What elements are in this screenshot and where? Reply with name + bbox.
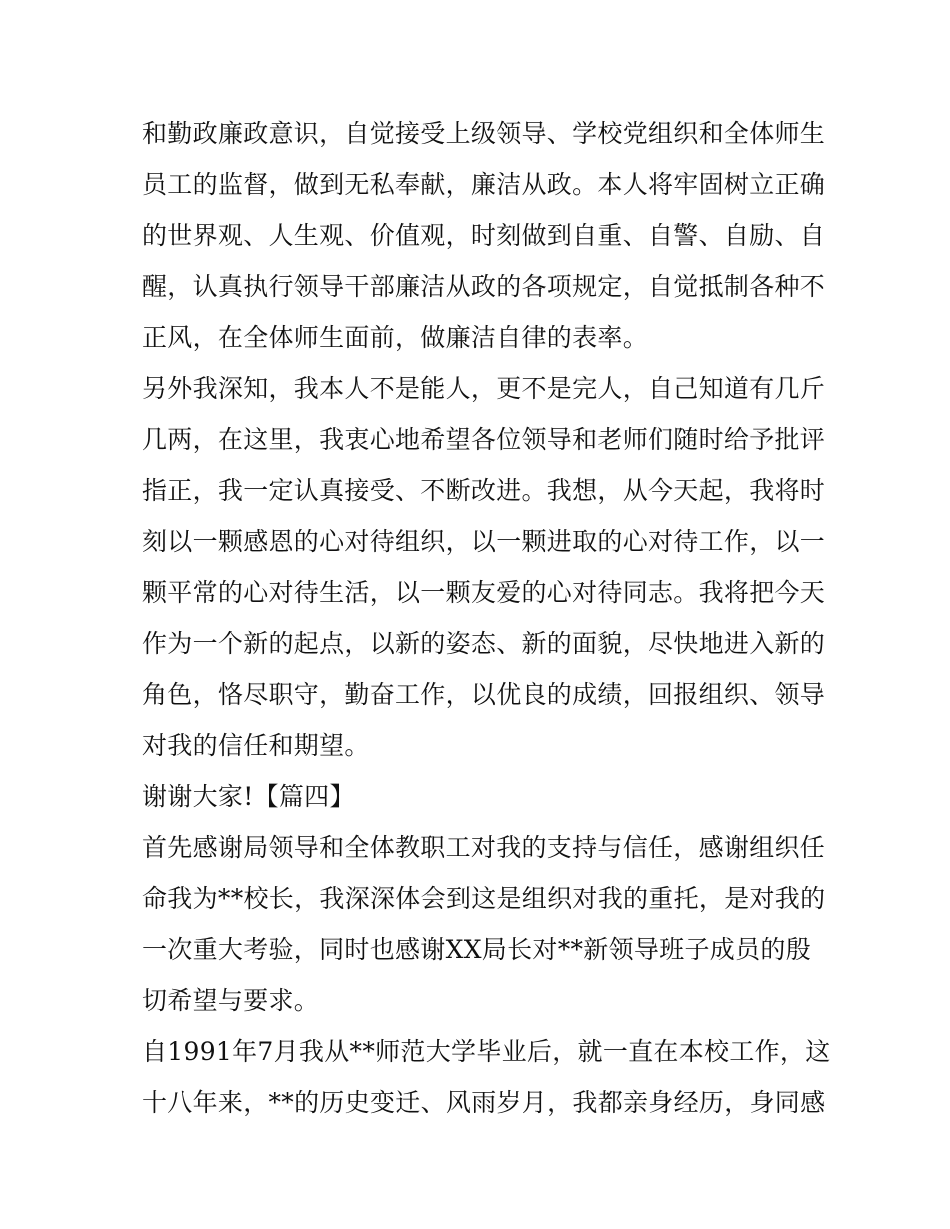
- text-line: 一次重大考验，同时也感谢XX局长对**新领导班子成员的殷: [142, 935, 811, 964]
- document-body: [142, 108, 831, 1128]
- text-line: 自1991年7月我从**师范大学毕业后，就一直在本校工作，这: [142, 1037, 831, 1066]
- text-line: 十八年来，**的历史变迁、风雨岁月，我都亲身经历，身同感: [142, 1088, 826, 1117]
- text-line: 指正，我一定认真接受、不断改进。我想，从今天起，我将时: [142, 476, 826, 505]
- section-heading: 谢谢大家!【篇四】: [142, 782, 355, 811]
- text-line: 醒，认真执行领导干部廉洁从政的各项规定，自觉抵制各种不: [142, 272, 826, 301]
- text-line: 几两，在这里，我衷心地希望各位领导和老师们随时给予批评: [142, 425, 826, 454]
- text-line: 的世界观、人生观、价值观，时刻做到自重、自警、自励、自: [142, 221, 826, 250]
- text-line: 刻以一颗感恩的心对待组织，以一颗进取的心对待工作，以一: [142, 527, 826, 556]
- text-line: 另外我深知，我本人不是能人，更不是完人，自己知道有几斤: [142, 374, 826, 403]
- text-line: 命我为**校长，我深深体会到这是组织对我的重托，是对我的: [142, 884, 826, 913]
- text-line: 颗平常的心对待生活，以一颗友爱的心对待同志。我将把今天: [142, 578, 826, 607]
- text-line: 角色，恪尽职守，勤奋工作，以优良的成绩，回报组织、领导: [142, 680, 826, 709]
- text-line: 正风，在全体师生面前，做廉洁自律的表率。: [142, 323, 649, 352]
- text-line: 作为一个新的起点，以新的姿态、新的面貌，尽快地进入新的: [142, 629, 826, 658]
- text-line: 首先感谢局领导和全体教职工对我的支持与信任，感谢组织任: [142, 833, 826, 862]
- text-line: 切希望与要求。: [142, 986, 320, 1015]
- text-line: 和勤政廉政意识，自觉接受上级领导、学校党组织和全体师生: [142, 119, 826, 148]
- text-line: 员工的监督，做到无私奉献，廉洁从政。本人将牢固树立正确: [142, 170, 826, 199]
- text-line: 对我的信任和期望。: [142, 731, 370, 760]
